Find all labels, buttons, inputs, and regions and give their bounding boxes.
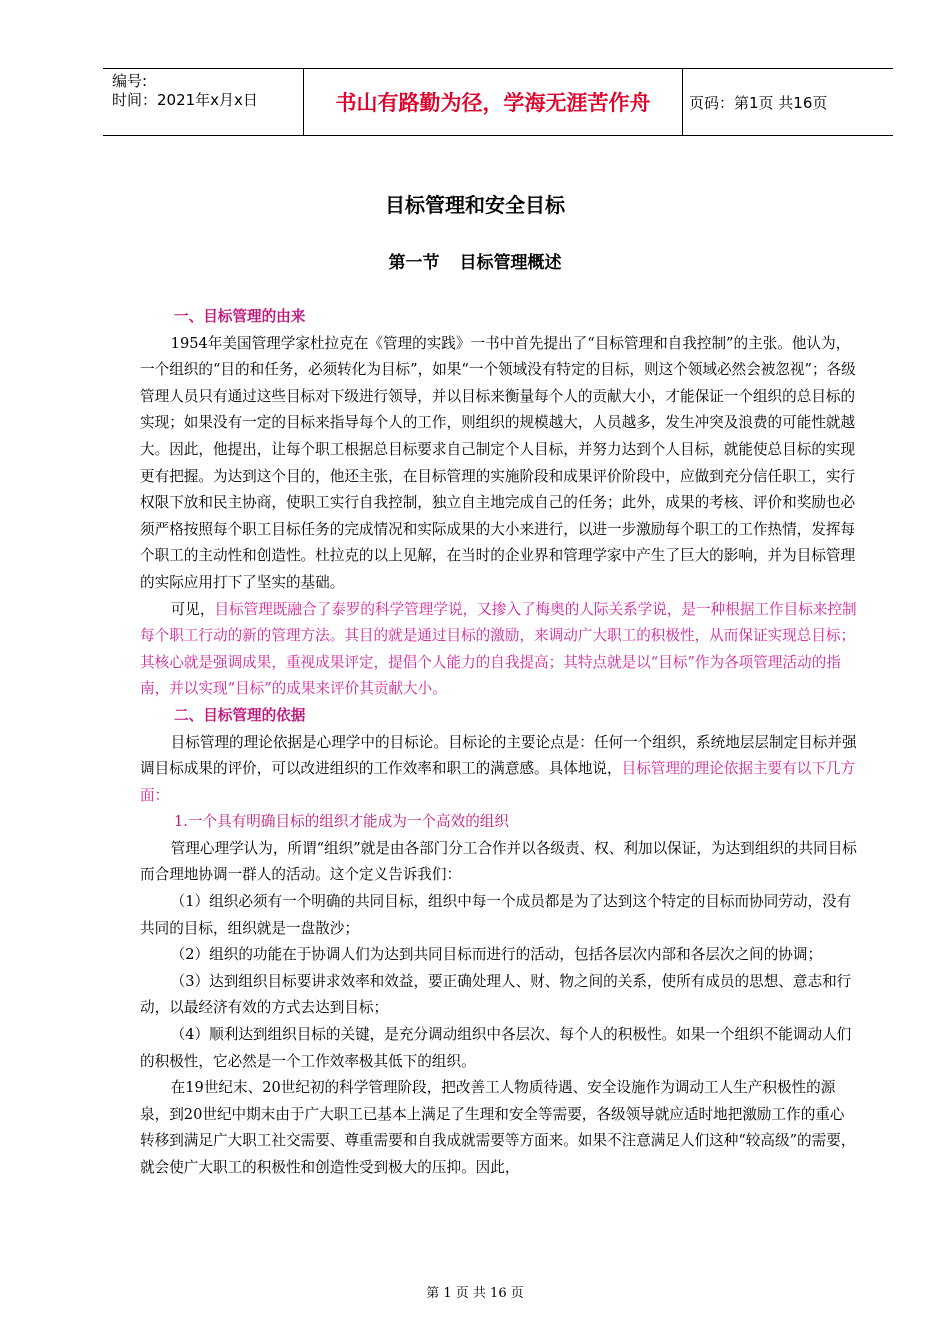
number-label: 编号:: [112, 72, 148, 90]
paragraph-4: 管理心理学认为，所谓“组织”就是由各部门分工合作并以各级责、权、利加以保证，为达到组织的共同目标而合理地协调一群人的活动。这个定义告诉我们：: [140, 839, 857, 884]
section-title: 目标管理概述: [459, 253, 562, 273]
paragraph-1: 1954年美国管理学家杜拉克在《管理的实践》一书中首先提出了“目标管理和自我控制”的主张。他认为，一个组织的“目的和任务，必须转化为目标”，如果“一个领域没有特定的目标，则这个领域必然会被忽视”；各级管理人员只有通过这些目标对下级进行领导，并以目标来衡量每个人的贡献大小，才能保证一个组织的总目标的实现；如果没有一定的目标来指导每个人的工作，则组织的规模越大，人员越多，发生冲突及浪费的可能性就越大。因此，他提出，让每个职工根据总目标要求自己制定个人目标，并努力达到个人目标，就能使总目标的实现更有把握。为达到这个目的，他还主张，在目标管理的实施阶段和成果评价阶段中，应做到充分信任职工，实行权限下放和民主协商，使职工实行自我控制，独立自主地完成自己的任务；此外，成果的考核、评价和奖励也必须严格按照每个职工目标任务的完成情况和实际成果的大小来进行，以进一步激励每个职工的工作热情，发挥每个职工的主动性和创造性。杜拉克的以上见解，在当时的企业界和管理学家中产生了巨大的影响，并为目标管理的实际应用打下了坚实的基础。: [140, 334, 856, 591]
list-item-1: （1）组织必须有一个明确的共同目标，组织中每一个成员都是为了达到这个特定的目标而协同劳动，没有共同的目标，组织就是一盘散沙；: [140, 893, 852, 937]
paragraph-3-lead: 目标管理的理论依据是心理学中的目标论。目标论的主要论点是：任何一个组织，系统地层层制定目标并强调目标成果的评价，可以改进组织的工作效率和职工的满意感。具体地说，: [140, 733, 857, 778]
section-heading: [0, 248, 950, 273]
paragraph-2-lead: 可见，: [170, 600, 215, 618]
document-header: [103, 68, 893, 136]
header-motto: 书山有路勤为径，学海无涯苦作舟: [303, 69, 683, 135]
header-meta: [103, 69, 303, 138]
document-body: [140, 304, 858, 1182]
list-item-3: （3）达到组织目标要讲求效率和效益，要正确处理人、财、物之间的关系，使所有成员的思想、意志和行动，以最经济有效的方式去达到目标；: [140, 972, 852, 1017]
paragraph-2-highlight: 目标管理既融合了泰罗的科学管理学说，又掺入了梅奥的人际关系学说，是一种根据工作目标来控制每个职工行动的新的管理方法。其目的就是通过目标的激励，来调动广大职工的积极性，从而保证实现总目标；其核心就是强调成果，重视成果评定，提倡个人能力的自我提高；其特点就是以“目标”作为各项管理活动的指南，并以实现“目标”的成果来评价其贡献大小。: [140, 600, 857, 698]
paragraph-2: [140, 597, 858, 703]
document-title: 目标管理和安全目标: [385, 193, 565, 217]
list-item-4: （4）顺利达到组织目标的关键，是充分调动组织中各层次、每个人的积极性。如果一个组织不能调动人们的积极性，它必然是一个工作效率极其低下的组织。: [140, 1026, 852, 1070]
list-item-2: （2）组织的功能在于协调人们为达到共同目标而进行的活动，包括各层次内部和各层次之间的协调；: [170, 946, 823, 964]
page-footer: 第 1 页 共 16 页: [426, 1286, 524, 1301]
paragraph-3: [140, 730, 858, 810]
date-label: 时间：2021年x月x日: [112, 91, 258, 109]
paragraph-3-highlight: 目标管理的理论依据主要有以下几方面：: [140, 760, 856, 804]
subheading-1: 1.一个具有明确目标的组织才能成为一个高效的组织: [174, 813, 509, 831]
heading-basis: 二、目标管理的依据: [174, 706, 306, 724]
header-page-info: 页码：第1页 共16页: [689, 93, 828, 112]
section-number: 第一节: [388, 253, 440, 273]
heading-origin: 一、目标管理的由来: [174, 308, 306, 325]
paragraph-5: 在19世纪末、20世纪初的科学管理阶段，把改善工人物质待遇、安全设施作为调动工人生产积极性的源泉，到20世纪中期末由于广大职工已基本上满足了生理和安全等需要，各级领导就应适时地把激励工作的重心转移到满足广大职工社交需要、尊重需要和自我成就需要等方面来。如果不注意满足人们这种“较高级”的需要，就会使广大职工的积极性和创造性受到极大的压抑。因此，: [140, 1079, 856, 1176]
